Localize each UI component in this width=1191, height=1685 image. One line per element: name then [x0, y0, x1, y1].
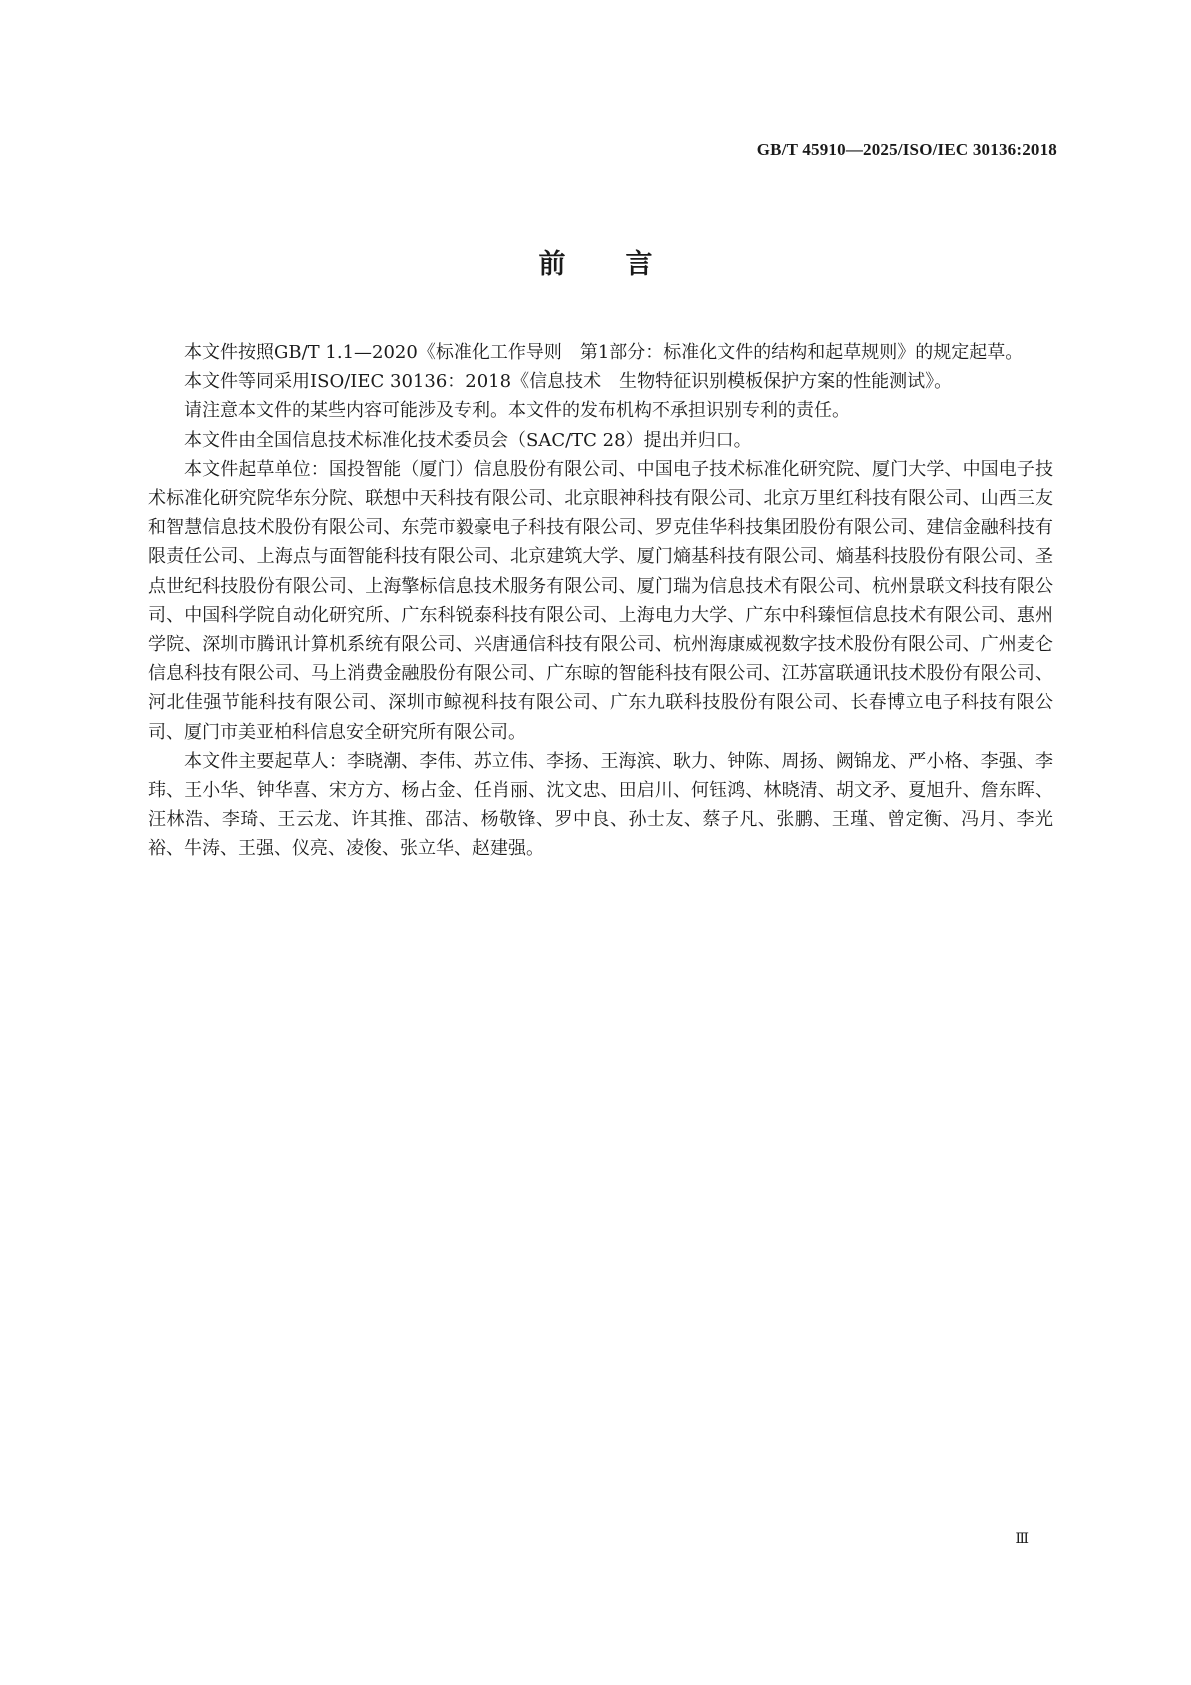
page-number: Ⅲ — [1015, 1532, 1028, 1547]
standard-number: GB/T 45910—2025/ISO/IEC 30136:2018 — [756, 140, 1057, 159]
paragraph-drafting-rules: 本文件按照GB/T 1.1—2020《标准化工作导则 第1部分：标准化文件的结构和起草规则》的规定起草。 — [184, 342, 1024, 363]
paragraph-drafters: 本文件主要起草人：李晓潮、李伟、苏立伟、李扬、王海滨、耿力、钟陈、周扬、阙锦龙、严小格、李强、李玮、王小华、钟华喜、宋方方、杨占金、任肖丽、沈文忠、田启川、何钰鸿、林晓清、胡文矛、夏旭升、詹东晖、汪林浩、李琦、王云龙、许其推、邵洁、杨敬锋、罗中良、孙士友、蔡子凡、张鹏、王瑾、曾定衡、冯月、李光裕、牛涛、王强、仪亮、凌俊、张立华、赵建强。 — [148, 750, 1053, 860]
paragraph-proposer: 本文件由全国信息技术标准化技术委员会（SAC/TC 28）提出并归口。 — [184, 429, 752, 451]
paragraph-adoption: 本文件等同采用ISO/IEC 30136：2018《信息技术 生物特征识别模板保护方案的性能测试》。 — [184, 371, 953, 393]
paragraph-patent-notice: 请注意本文件的某些内容可能涉及专利。本文件的发布机构不承担识别专利的责任。 — [184, 400, 850, 422]
paragraph-drafting-units: 本文件起草单位：国投智能（厦门）信息股份有限公司、中国电子技术标准化研究院、厦门大学、中国电子技术标准化研究院华东分院、联想中天科技有限公司、北京眼神科技有限公司、北京万里红科技有限公司、山西三友和智慧信息技术股份有限公司、东莞市毅豪电子科技有限公司、罗克佳华科技集团股份有限公司、建信金融科技有限责任公司、上海点与面智能科技有限公司、北京建筑大学、厦门熵基科技有限公司、熵基科技股份有限公司、圣点世纪科技股份有限公司、上海擎标信息技术服务有限公司、厦门瑞为信息技术有限公司、杭州景联文科技有限公司、中国科学院自动化研究所、广东科锐泰科技有限公司、上海电力大学、广东中科臻恒信息技术有限公司、惠州学院、深圳市腾讯计算机系统有限公司、兴唐通信科技有限公司、杭州海康威视数字技术股份有限公司、广州麦仑信息科技有限公司、马上消费金融股份有限公司、广东晾的智能科技有限公司、江苏富联通讯技术股份有限公司、河北佳强节能科技有限公司、深圳市鲸视科技有限公司、广东九联科技股份有限公司、长春博立电子科技有限公司、厦门市美亚柏科信息安全研究所有限公司。 — [148, 458, 1053, 743]
foreword-body — [148, 338, 1053, 864]
page-title: 前言 — [538, 249, 713, 280]
